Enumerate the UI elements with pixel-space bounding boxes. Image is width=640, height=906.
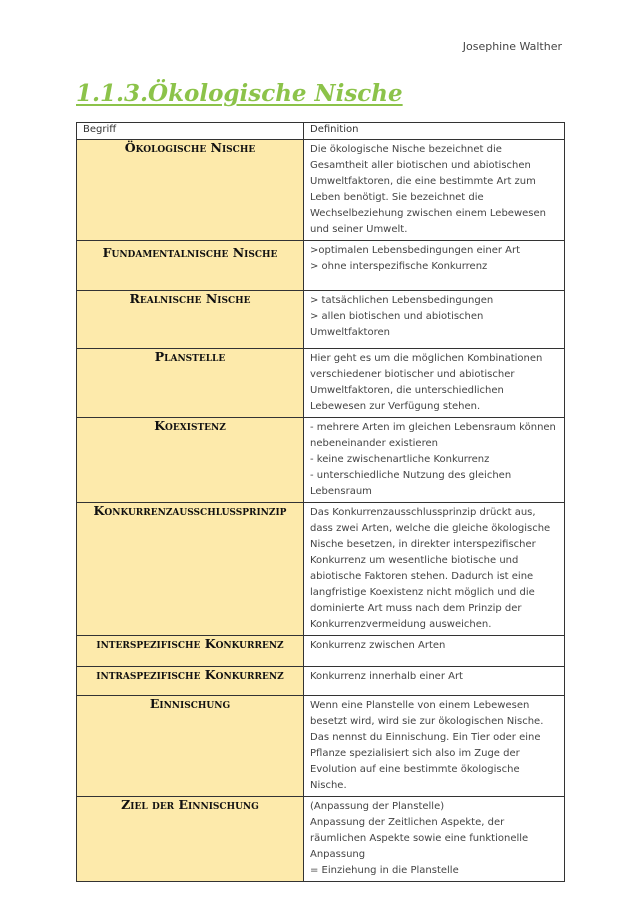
table-row: [77, 696, 565, 797]
term-cell: interspezifische Konkurrenz: [77, 636, 304, 667]
definition-cell: Konkurrenz zwischen Arten: [304, 636, 565, 667]
term-cell: Konkurrenzausschlussprinzip: [77, 503, 304, 636]
definition-cell: > tatsächlichen Lebensbedingungen > allen biotischen und abiotischen Umweltfaktoren: [304, 291, 565, 349]
table-row: [77, 291, 565, 349]
definition-cell: Das Konkurrenzausschlussprinzip drückt aus, dass zwei Arten, welche die gleiche ökologische Nische besetzen, in direkter interspezifischer Konkurrenz um wesentliche biotische und abiotische Faktoren stehen. Dadurch ist eine langfristige Koexistenz nicht möglich und die dominierte Art muss nach dem Prinzip der Konkurrenzvermeidung ausweichen.: [304, 503, 565, 636]
term-cell: Ökologische Nische: [77, 140, 304, 241]
term-cell: Koexistenz: [77, 418, 304, 503]
definition-cell: (Anpassung der Planstelle) Anpassung der Zeitlichen Aspekte, der räumlichen Aspekte sowie eine funktionelle Anpassung = Einziehung in die Planstelle: [304, 797, 565, 882]
table-header-row: [77, 123, 565, 140]
term-cell: Realnische Nische: [77, 291, 304, 349]
term-cell: Fundamentalnische Nische: [77, 241, 304, 291]
table-row: [77, 797, 565, 882]
table-row: [77, 140, 565, 241]
definition-cell: Konkurrenz innerhalb einer Art: [304, 667, 565, 696]
definition-cell: - mehrere Arten im gleichen Lebensraum können nebeneinander existieren - keine zwischenartliche Konkurrenz - unterschiedliche Nutzung des gleichen Lebensraum: [304, 418, 565, 503]
table-row: [77, 636, 565, 667]
term-cell: intraspezifische Konkurrenz: [77, 667, 304, 696]
definition-cell: Die ökologische Nische bezeichnet die Gesamtheit aller biotischen und abiotischen Umweltfaktoren, die eine bestimmte Art zum Leben benötigt. Sie bezeichnet die Wechselbeziehung zwischen einem Lebewesen und seiner Umwelt.: [304, 140, 565, 241]
table-row: [77, 241, 565, 291]
definition-cell: Hier geht es um die möglichen Kombinationen verschiedener biotischer und abiotischer Umweltfaktoren, die unterschiedlichen Lebewesen zur Verfügung stehen.: [304, 349, 565, 418]
term-cell: Planstelle: [77, 349, 304, 418]
header-definition: Definition: [304, 123, 565, 140]
table-row: [77, 503, 565, 636]
author-name: Josephine Walther: [462, 40, 562, 53]
definition-cell: Wenn eine Planstelle von einem Lebewesen besetzt wird, wird sie zur ökologischen Nische. Das nennst du Einnischung. Ein Tier oder eine Pflanze spezialisiert sich also im Zuge der Evolution auf eine bestimmte ökologische Nische.: [304, 696, 565, 797]
term-cell: Einnischung: [77, 696, 304, 797]
term-cell: Ziel der Einnischung: [77, 797, 304, 882]
table-row: [77, 667, 565, 696]
table-row: [77, 349, 565, 418]
definition-cell: >optimalen Lebensbedingungen einer Art > ohne interspezifische Konkurrenz: [304, 241, 565, 291]
table-row: [77, 418, 565, 503]
header-term: Begriff: [77, 123, 304, 140]
page-title: 1.1.3.Ökologische Nische: [76, 80, 403, 107]
definitions-table: [76, 122, 565, 882]
